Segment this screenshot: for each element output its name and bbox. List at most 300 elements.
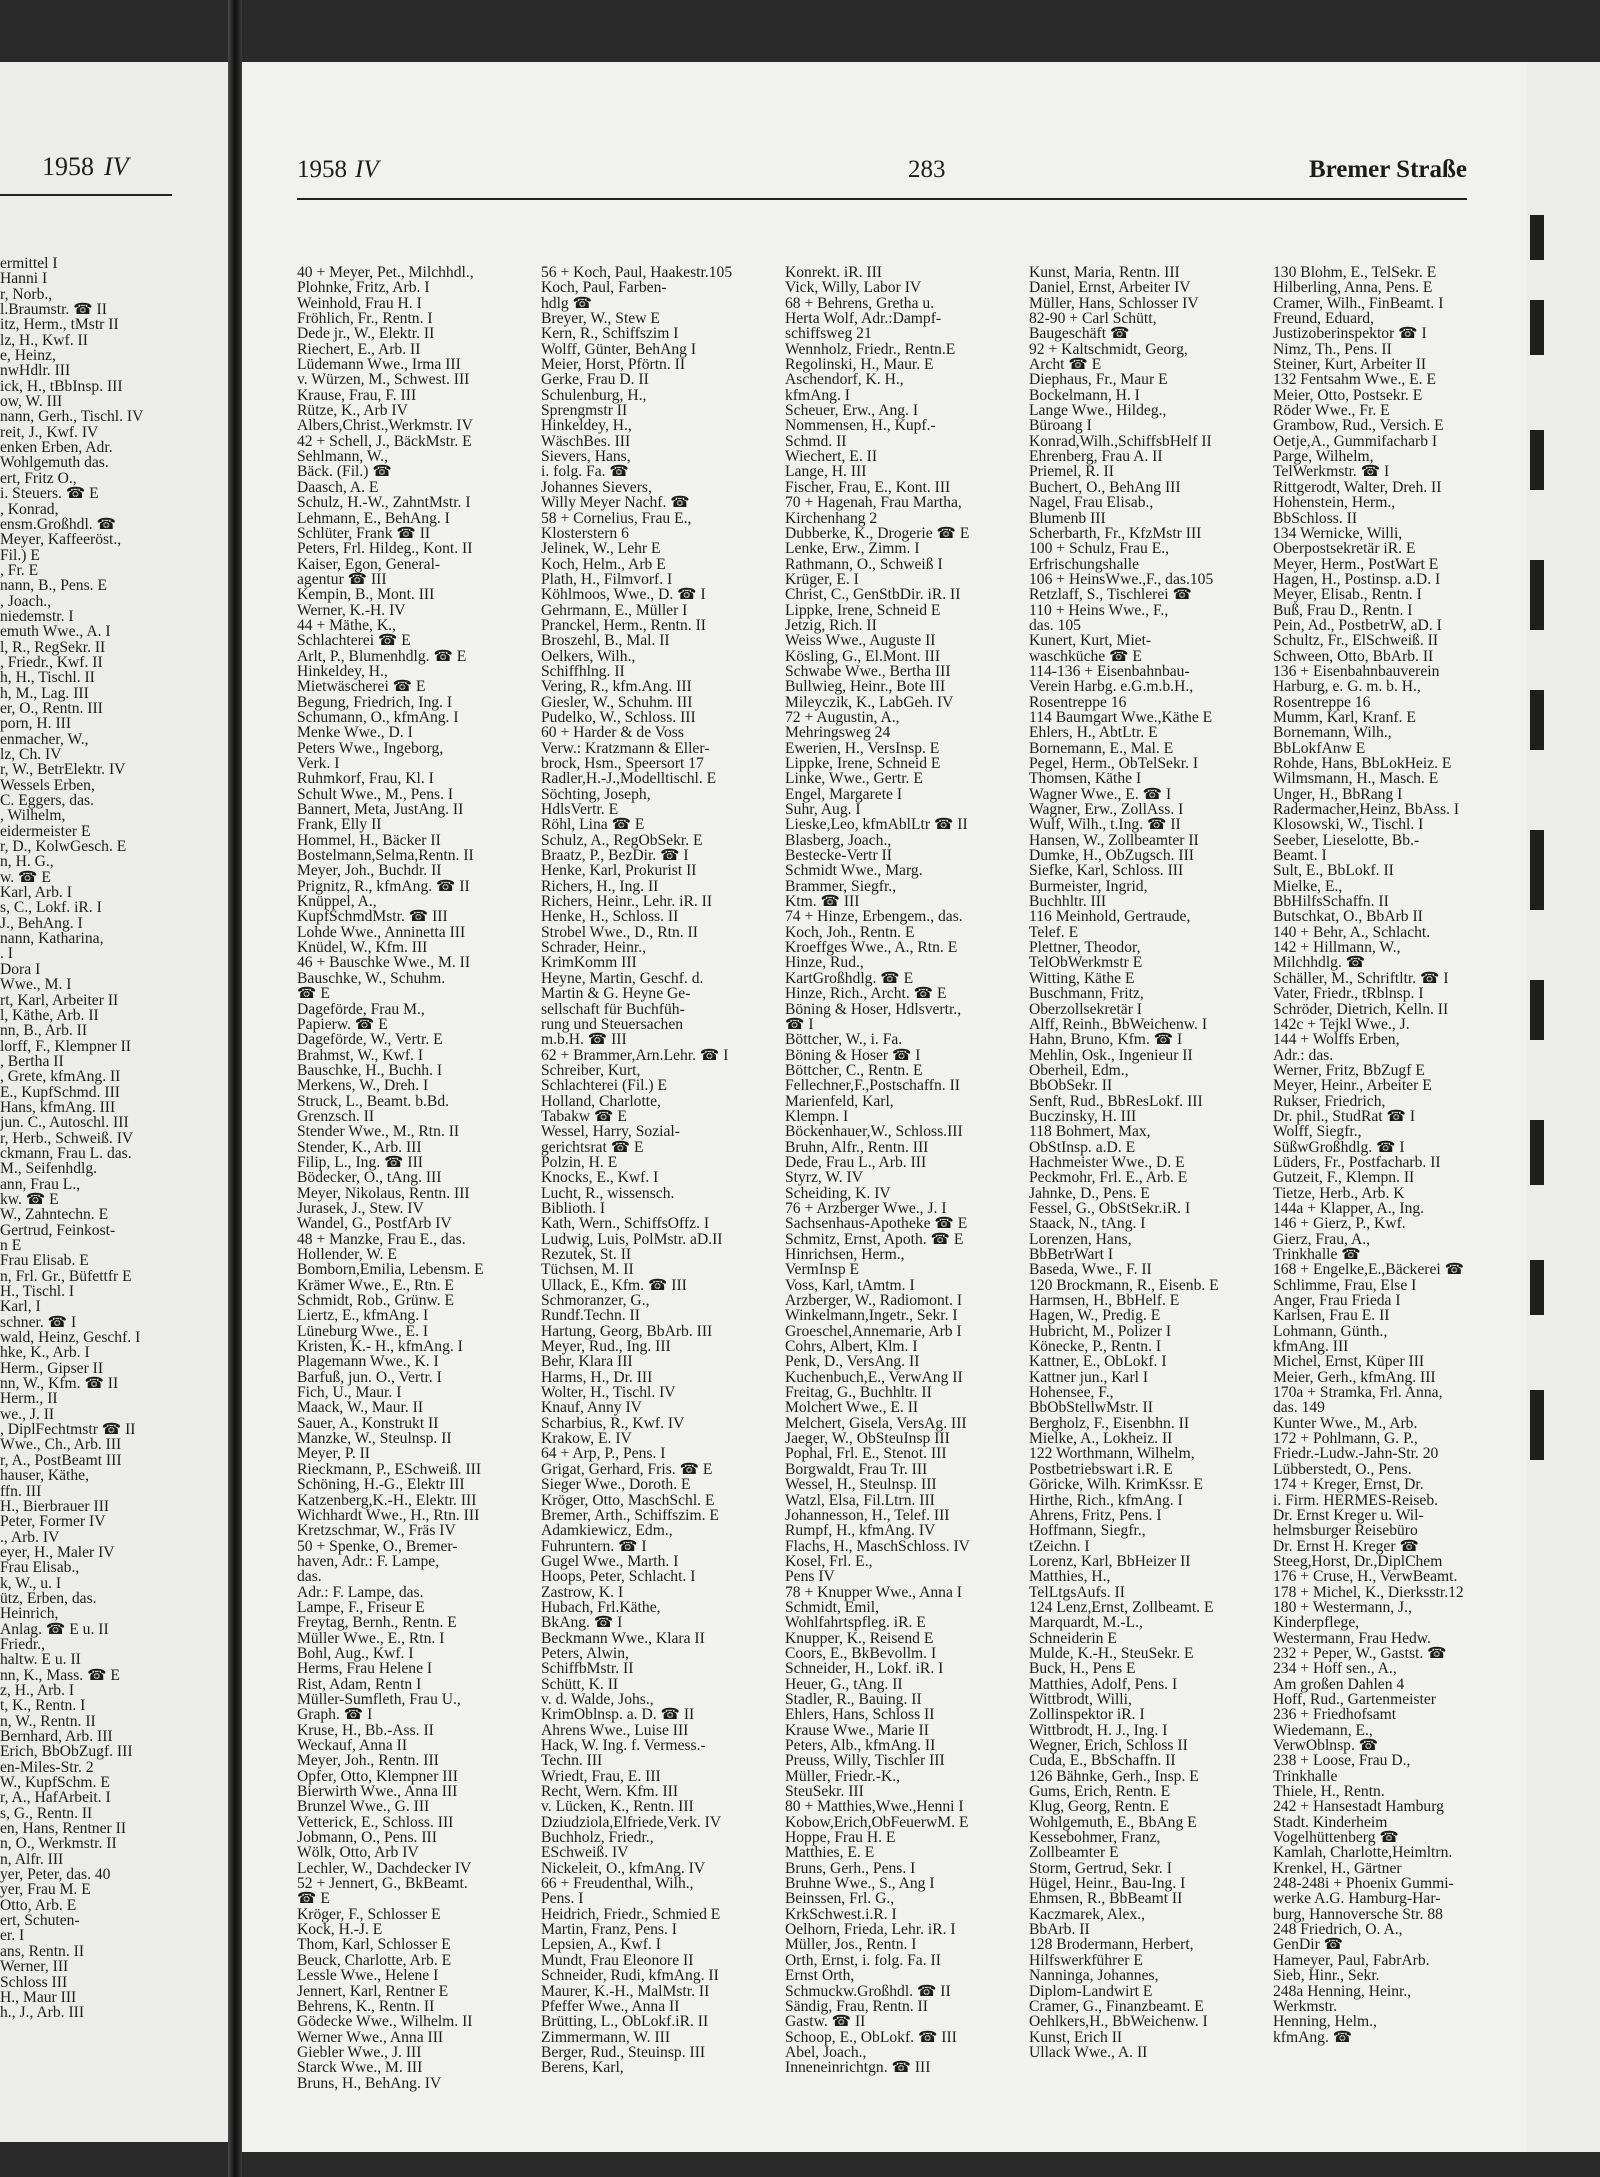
directory-entry: 236 + Friedhofsamt bbox=[1273, 1706, 1397, 1724]
directory-entry: 42 + Schell, J., BäckMstr. E bbox=[297, 432, 472, 450]
directory-entry: H., Bierbrauer III bbox=[0, 1497, 110, 1515]
directory-entry: Schloss III bbox=[0, 1973, 68, 1991]
directory-entry: Schütt, K. II bbox=[541, 1675, 619, 1693]
directory-entry: H., Tischl. I bbox=[0, 1283, 75, 1301]
directory-entry: Thomsen, Käthe I bbox=[1029, 770, 1142, 788]
directory-entry: Gödecke Wwe., Wilhelm. II bbox=[297, 2013, 473, 2031]
directory-entry: Breyer, W., Stew E bbox=[541, 310, 660, 328]
directory-entry: 64 + Arp, P., Pens. I bbox=[541, 1445, 666, 1463]
directory-entry: Beuck, Charlotte, Arb. E bbox=[297, 1951, 452, 1969]
directory-entry: Sieb, Hinr., Sekr. bbox=[1273, 1967, 1380, 1985]
page-header bbox=[297, 156, 1467, 188]
directory-entry: Göricke, Wilh. KrimKssr. E bbox=[1029, 1476, 1204, 1494]
directory-entry: niedemstr. I bbox=[0, 607, 74, 625]
directory-entry: M., Seifenhdlg. bbox=[0, 1160, 98, 1178]
directory-entry: Wolter, H., Tischl. IV bbox=[541, 1384, 676, 1402]
directory-entry: TelObWerkmstr E bbox=[1029, 954, 1143, 972]
directory-entry: ow, W. III bbox=[0, 393, 63, 411]
directory-entry: Molchert Wwe., E. II bbox=[785, 1399, 919, 1417]
directory-entry: n, Alfr. III bbox=[0, 1850, 64, 1868]
directory-entry: Bohl, Aug., Kwf. I bbox=[297, 1644, 414, 1662]
directory-entry: Steiner, Kurt, Arbeiter II bbox=[1273, 356, 1427, 374]
directory-entry: r, A., HafArbeit. I bbox=[0, 1789, 111, 1807]
directory-entry: Steeg,Horst, Dr.,DiplChem bbox=[1273, 1552, 1443, 1570]
left-page-header bbox=[42, 152, 129, 182]
directory-entry: Bostelmann,Selma,Rentn. II bbox=[297, 847, 474, 865]
directory-entry: n, Frl. Gr., Büfettfr E bbox=[0, 1267, 132, 1285]
directory-entry: das. bbox=[297, 1568, 322, 1586]
directory-entry: , Bertha II bbox=[0, 1052, 64, 1070]
directory-entry: Schlüter, Frank ☎ II bbox=[297, 524, 431, 542]
header-volume: IV bbox=[355, 156, 379, 183]
directory-entry: Rosentreppe 16 bbox=[1273, 693, 1371, 711]
directory-entry: Fuhruntern. ☎ I bbox=[541, 1537, 647, 1555]
directory-entry: Schreiber, Kurt, bbox=[541, 1061, 641, 1079]
directory-entry: Richers, H., Ing. II bbox=[541, 877, 659, 895]
directory-entry: 172 + Pohlmann, G. P., bbox=[1273, 1430, 1418, 1448]
directory-entry: Fischer, Frau, E., Kont. III bbox=[785, 478, 951, 496]
directory-entry: Bullwieg, Heinr., Bote III bbox=[785, 678, 946, 696]
directory-entry: Bannert, Meta, JustAng. II bbox=[297, 801, 464, 819]
directory-entry: Herta Wolf, Adr.:Dampf- bbox=[785, 310, 942, 328]
directory-entry: Meyer, Nikolaus, Rentn. III bbox=[297, 1184, 470, 1202]
directory-entry: Wölk, Otto, Arb IV bbox=[297, 1844, 419, 1862]
directory-entry: s, G., Rentn. II bbox=[0, 1804, 93, 1822]
directory-entry: lz, Ch. IV bbox=[0, 746, 62, 763]
directory-entry: Büroang I bbox=[1029, 417, 1092, 435]
directory-entry: Harms, H., Dr. III bbox=[541, 1368, 653, 1386]
directory-entry: 80 + Matthies,Wwe.,Henni I bbox=[785, 1798, 964, 1816]
directory-entry: 122 Worthmann, Wilhelm, bbox=[1029, 1445, 1195, 1463]
directory-entry: Bestecke-Vertr II bbox=[785, 847, 892, 865]
directory-entry: Techn. III bbox=[541, 1752, 603, 1770]
directory-entry: Vering, R., kfm.Ang. III bbox=[541, 678, 692, 696]
directory-entry: Schneider, H., Lokf. iR. I bbox=[785, 1660, 944, 1678]
directory-entry: Marienfeld, Karl, bbox=[785, 1092, 894, 1110]
directory-entry: H., Maur III bbox=[0, 1988, 77, 2006]
directory-entry: Ludwig, Luis, PolMstr. aD.II bbox=[541, 1230, 723, 1248]
directory-entry: Dora I bbox=[0, 960, 41, 978]
directory-entry: Buck, H., Pens E bbox=[1029, 1660, 1136, 1678]
directory-entry: KrimKomm III bbox=[541, 954, 637, 972]
directory-entry: Hack, W. Ing. f. Vermess.- bbox=[541, 1737, 706, 1754]
directory-entry: Jurasek, J., Stew. IV bbox=[297, 1199, 424, 1217]
directory-entry: ick, H., tBbInsp. III bbox=[0, 377, 123, 395]
directory-entry: 116 Meinhold, Gertraude, bbox=[1029, 908, 1191, 926]
directory-entry: Hommel, H., Bäcker II bbox=[297, 831, 441, 849]
directory-entry: 48 + Manzke, Frau E., das. bbox=[297, 1230, 466, 1248]
directory-entry: Butschkat, O., BbArb II bbox=[1273, 908, 1423, 926]
directory-entry: Lüders, Fr., Postfacharb. II bbox=[1273, 1153, 1441, 1171]
directory-entry: Lenke, Erw., Zimm. I bbox=[785, 540, 920, 558]
directory-entry: Karl, I bbox=[0, 1298, 41, 1316]
directory-entry: ans, Rentn. II bbox=[0, 1942, 85, 1960]
directory-entry: Menke Wwe., D. I bbox=[297, 724, 413, 742]
directory-entry: Nagel, Frau Elisab., bbox=[1029, 494, 1154, 512]
directory-entry: C. Eggers, das. bbox=[0, 792, 94, 810]
directory-entry: Böning & Hoser, Hdlsvertr., bbox=[785, 1000, 962, 1018]
directory-entry: 170a + Stramka, Frl. Anna, bbox=[1273, 1384, 1443, 1402]
directory-entry: BbBetrWart I bbox=[1029, 1246, 1114, 1263]
directory-entry: Hoppe, Frau H. E bbox=[785, 1829, 896, 1847]
directory-entry: Kosel, Frl. E., bbox=[785, 1552, 873, 1570]
directory-entry: Jennert, Karl, Rentner E bbox=[297, 1982, 449, 2000]
directory-entry: 52 + Jennert, G., BkBeamt. bbox=[297, 1875, 468, 1893]
left-header-volume: IV bbox=[104, 152, 129, 181]
directory-entry: Gugel Wwe., Marth. I bbox=[541, 1552, 679, 1570]
directory-entry: Plohnke, Fritz, Arb. I bbox=[297, 279, 430, 297]
directory-entry: VermInsp E bbox=[785, 1261, 860, 1279]
directory-entry: Flachs, H., MaschSchloss. IV bbox=[785, 1537, 970, 1555]
street-title: Bremer Straße bbox=[1308, 156, 1467, 183]
directory-entry: Mielke, A., Lokheiz. II bbox=[1029, 1430, 1173, 1448]
directory-entry: Penk, D., VersAng. II bbox=[785, 1353, 920, 1371]
directory-entry: Albers,Christ.,Werkmstr. IV bbox=[297, 417, 473, 435]
directory-entry: Wandel, G., PostfArb IV bbox=[297, 1215, 452, 1233]
directory-entry: Willy Meyer Nachf. ☎ bbox=[541, 494, 690, 512]
directory-entry: Werkmstr. bbox=[1273, 1997, 1338, 2015]
directory-entry: Richers, Heinr., Lehr. iR. II bbox=[541, 893, 713, 911]
directory-entry: Pophal, Frl. E., Stenot. III bbox=[785, 1445, 947, 1463]
directory-entry: Gertrud, Feinkost- bbox=[0, 1221, 116, 1239]
directory-entry: Hinkeldey, H., bbox=[541, 417, 632, 435]
directory-entry: n, W., Rentn. II bbox=[0, 1712, 96, 1730]
directory-entry: Bierwirth Wwe., Anna III bbox=[297, 1783, 458, 1801]
directory-entry: Nanninga, Johannes, bbox=[1029, 1967, 1159, 1985]
directory-entry: Bruhn, Alfr., Rentn. III bbox=[785, 1138, 929, 1156]
directory-entry: Linke, Wwe., Gertr. E bbox=[785, 770, 923, 788]
directory-entry: Bornemann, Wilh., bbox=[1273, 724, 1392, 742]
directory-entry: BbHilfsSchaffn. II bbox=[1273, 893, 1389, 911]
directory-entry: BbLokfAnw E bbox=[1273, 739, 1366, 757]
directory-entry: Ernst Orth, bbox=[785, 1967, 855, 1985]
directory-entry: BbArb. II bbox=[1029, 1921, 1090, 1939]
directory-entry: Hinze, Rud., bbox=[785, 954, 864, 972]
directory-entry: Wittbrodt, Willi, bbox=[1029, 1690, 1132, 1708]
directory-entry: Fil.) E bbox=[0, 546, 40, 564]
directory-entry: h, M., Lag. III bbox=[0, 684, 89, 702]
directory-entry: Ehlers, H., AbtLtr. E bbox=[1029, 724, 1158, 742]
directory-entry: 136 + Eisenbahnbauverein bbox=[1273, 662, 1440, 680]
directory-entry: Wagner, Erw., ZollAss. I bbox=[1029, 801, 1184, 819]
directory-entry: 146 + Gierz, P., Kwf. bbox=[1273, 1215, 1406, 1233]
directory-entry: , Fr. E bbox=[0, 561, 39, 579]
directory-entry: Könecke, P., Rentn. I bbox=[1029, 1338, 1162, 1356]
directory-entry: Kruse, H., Bb.-Ass. II bbox=[297, 1721, 434, 1739]
directory-entry: Kunst, Maria, Rentn. III bbox=[1029, 265, 1180, 281]
directory-entry: i. Firm. HERMES-Reiseb. bbox=[1273, 1491, 1439, 1509]
book-spine bbox=[228, 0, 242, 2177]
directory-entry: Rittgerodt, Walter, Dreh. II bbox=[1273, 478, 1442, 496]
directory-entry: Baugeschäft ☎ bbox=[1029, 325, 1130, 343]
directory-entry: Plagemann Wwe., K. I bbox=[297, 1353, 439, 1371]
directory-entry: Hubricht, M., Polizer I bbox=[1029, 1322, 1172, 1340]
directory-entry: hdlg ☎ bbox=[541, 294, 593, 312]
directory-entry: Coors, E., BkBevollm. I bbox=[785, 1644, 937, 1662]
directory-column-5 bbox=[1273, 265, 1513, 2152]
directory-entry: Röder Wwe., Fr. E bbox=[1273, 402, 1390, 420]
directory-entry: Friedr., bbox=[0, 1635, 46, 1653]
directory-entry: Schulenburg, H., bbox=[541, 386, 647, 404]
directory-entry: hke, K., Arb. I bbox=[0, 1344, 90, 1362]
directory-entry: Schulz, H.-W., ZahntMstr. I bbox=[297, 494, 471, 512]
directory-entry: Jaeger, W., ObSteuInsp III bbox=[785, 1430, 950, 1448]
directory-entry: Wwe., Ch., Arb. III bbox=[0, 1436, 122, 1454]
directory-entry: schner. ☎ I bbox=[0, 1313, 77, 1331]
directory-entry: jun. C., Autoschl. III bbox=[0, 1114, 129, 1132]
directory-entry: 110 + Heins Wwe., F., bbox=[1029, 601, 1169, 619]
directory-entry: Klosowski, W., Tischl. I bbox=[1273, 816, 1424, 834]
directory-entry: Strobel Wwe., D., Rtn. II bbox=[541, 923, 698, 941]
directory-entry: Zastrow, K. I bbox=[541, 1583, 624, 1601]
thumb-index-mark bbox=[1530, 215, 1544, 260]
directory-entry: Freitag, G., Buchhltr. II bbox=[785, 1384, 932, 1402]
directory-entry: Müller-Sumfleth, Frau U., bbox=[297, 1690, 461, 1708]
directory-entry: BbSchloss. II bbox=[1273, 509, 1358, 527]
directory-entry: Krämer Wwe., E., Rtn. E bbox=[297, 1276, 454, 1294]
directory-entry: Milchhdlg. ☎ bbox=[1273, 954, 1366, 972]
directory-entry: Kattner, E., ObLokf. I bbox=[1029, 1353, 1167, 1371]
directory-entry: Brahmst, W., Kwf. I bbox=[297, 1046, 424, 1064]
directory-entry: Peter, Former IV bbox=[0, 1513, 106, 1531]
directory-entry: Dr. phil., StudRat ☎ I bbox=[1273, 1107, 1416, 1125]
directory-entry: TelLtgsAufs. II bbox=[1029, 1583, 1125, 1601]
directory-entry: 168 + Engelke,E.,Bäckerei ☎ bbox=[1273, 1261, 1465, 1279]
thumb-index-mark bbox=[1530, 430, 1544, 490]
directory-entry: Bruhne Wwe., S., Ang I bbox=[785, 1875, 935, 1893]
directory-entry: itz, Herm., tMstr II bbox=[0, 316, 119, 334]
directory-entry: Karlsen, Frau E. II bbox=[1273, 1307, 1390, 1325]
directory-entry: Tabakw ☎ E bbox=[541, 1107, 627, 1125]
directory-entry: Hinrichsen, Herm., bbox=[785, 1246, 905, 1263]
directory-entry: Papierw. ☎ E bbox=[297, 1015, 388, 1033]
directory-entry: Heyne, Martin, Geschf. d. bbox=[541, 969, 704, 987]
directory-entry: Regolinski, H., Maur. E bbox=[785, 356, 934, 374]
right-margin bbox=[1527, 62, 1600, 2152]
directory-entry: Meier, Gerh., kfmAng. III bbox=[1273, 1368, 1436, 1386]
directory-entry: Scherbarth, Fr., KfzMstr III bbox=[1029, 524, 1202, 542]
directory-entry: Abel, Joach., bbox=[785, 2043, 867, 2061]
directory-entry: Cramer, Wilh., FinBeamt. I bbox=[1273, 294, 1444, 312]
directory-entry: 114-136 + Eisenbahnbau- bbox=[1029, 662, 1190, 680]
directory-entry: Schlimme, Frau, Else I bbox=[1273, 1276, 1417, 1294]
directory-entry: Krause Wwe., Marie II bbox=[785, 1721, 929, 1739]
directory-entry: z, H., Arb. I bbox=[0, 1681, 75, 1699]
directory-entry: Buß, Frau D., Rentn. I bbox=[1273, 601, 1413, 619]
directory-entry: Konrad,Wilh.,SchiffsbHelf II bbox=[1029, 432, 1212, 450]
directory-entry: 144a + Klapper, A., Ing. bbox=[1273, 1199, 1425, 1217]
directory-entry: nn, W., Kfm. ☎ II bbox=[0, 1375, 119, 1393]
directory-entry: Preuss, Willy, Tischler III bbox=[785, 1752, 945, 1770]
directory-entry: Plettner, Theodor, bbox=[1029, 939, 1141, 957]
directory-entry: Maurer, K.-H., MalMstr. II bbox=[541, 1982, 710, 2000]
directory-entry: Hahn, Bruno, Kfm. ☎ I bbox=[1029, 1031, 1183, 1049]
directory-entry: Mietwäscherei ☎ E bbox=[297, 678, 426, 696]
directory-entry: Kock, H.-J. E bbox=[297, 1921, 383, 1939]
directory-entry: Dr. Ernst Kreger u. Wil- bbox=[1273, 1506, 1424, 1524]
directory-entry: er. I bbox=[0, 1927, 25, 1945]
directory-entry: Hachmeister Wwe., D. E bbox=[1029, 1153, 1185, 1171]
directory-entry: SchiffbMstr. II bbox=[541, 1660, 634, 1678]
directory-entry: kfmAng. I bbox=[785, 386, 850, 404]
directory-entry: Burmeister, Ingrid, bbox=[1029, 877, 1148, 895]
directory-entry: nann, B., Pens. E bbox=[0, 577, 107, 595]
thumb-index-mark bbox=[1530, 300, 1544, 355]
directory-entry: Schmidt Wwe., Marg. bbox=[785, 862, 923, 880]
directory-entry: Friedr.-Ludw.-Jahn-Str. 20 bbox=[1273, 1445, 1439, 1463]
directory-entry: Hartung, Georg, BbArb. III bbox=[541, 1322, 713, 1340]
directory-entry: 56 + Koch, Paul, Haakestr.105 bbox=[541, 265, 733, 281]
directory-entry: yer, Frau M. E bbox=[0, 1881, 91, 1899]
directory-entry: Brammer, Siegfr., bbox=[785, 877, 897, 895]
directory-entry: Gastw. ☎ II bbox=[785, 2013, 866, 2031]
directory-entry: Lüneburg Wwe., E. I bbox=[297, 1322, 429, 1340]
directory-entry: Hansen, W., Zollbeamter II bbox=[1029, 831, 1199, 849]
directory-entry: nwHdlr. III bbox=[0, 362, 71, 380]
directory-entry: Oberheil, Edm., bbox=[1029, 1061, 1129, 1079]
directory-entry: Diplom-Landwirt E bbox=[1029, 1982, 1153, 2000]
directory-entry: Mulde, K.-H., SteuSekr. E bbox=[1029, 1644, 1194, 1662]
directory-entry: Daniel, Ernst, Arbeiter IV bbox=[1029, 279, 1191, 297]
directory-entry: Opfer, Otto, Klempner III bbox=[297, 1767, 458, 1785]
directory-entry: Schmidt, Emil, bbox=[785, 1598, 879, 1616]
directory-entry: 92 + Kaltschmidt, Georg, bbox=[1029, 340, 1188, 358]
directory-entry: KupfSchmdMstr. ☎ III bbox=[297, 908, 448, 926]
directory-entry: Michel, Ernst, Küper III bbox=[1273, 1353, 1425, 1371]
directory-entry: Peters, Frl. Hildeg., Kont. II bbox=[297, 540, 473, 558]
directory-entry: 130 Blohm, E., TelSekr. E bbox=[1273, 265, 1437, 281]
directory-entry: Cohrs, Albert, Klm. I bbox=[785, 1338, 918, 1356]
directory-entry: Adr.: F. Lampe, das. bbox=[297, 1583, 424, 1601]
directory-entry: Brütting, L., ObLokf.iR. II bbox=[541, 2013, 709, 2031]
directory-entry: Giebler Wwe., J. III bbox=[297, 2043, 422, 2061]
directory-entry: ütz, Erben, das. bbox=[0, 1589, 97, 1607]
directory-entry: Tüchsen, M. II bbox=[541, 1261, 634, 1279]
directory-entry: Grenzsch. II bbox=[297, 1107, 375, 1125]
directory-entry: Grambow, Rud., Versich. E bbox=[1273, 417, 1444, 435]
directory-entry: Johannes Sievers, bbox=[541, 478, 652, 496]
directory-entry: Hoops, Peter, Schlacht. I bbox=[541, 1568, 696, 1586]
directory-entry: Justizoberinspektor ☎ I bbox=[1273, 325, 1427, 343]
directory-entry: HdlsVertr. E bbox=[541, 801, 619, 819]
directory-entry: Pens IV bbox=[785, 1568, 835, 1586]
directory-entry: Verein Harbg. e.G.m.b.H., bbox=[1029, 678, 1194, 696]
directory-entry: Schöning, H.-G., Elektr III bbox=[297, 1476, 465, 1494]
directory-entry: Köhlmoos, Wwe., D. ☎ I bbox=[541, 586, 706, 604]
directory-entry: Wichhardt Wwe., H., Rtn. III bbox=[297, 1506, 480, 1524]
directory-entry: Dageförde, W., Vertr. E bbox=[297, 1031, 443, 1049]
directory-entry: Herms, Frau Helene I bbox=[297, 1660, 433, 1678]
directory-entry: Kaczmarek, Alex., bbox=[1029, 1905, 1146, 1923]
directory-entry: Groeschel,Annemarie, Arb I bbox=[785, 1322, 962, 1340]
directory-entry: Verk. I bbox=[297, 755, 340, 772]
directory-entry: Heinrich, bbox=[0, 1605, 59, 1623]
directory-entry: Starck Wwe., M. III bbox=[297, 2059, 423, 2077]
directory-entry: Zollinspektor iR. I bbox=[1029, 1706, 1145, 1724]
directory-entry: BbObStellwMstr. II bbox=[1029, 1399, 1153, 1417]
directory-entry: Krüger, E. I bbox=[785, 570, 859, 588]
directory-entry: . I bbox=[0, 945, 13, 963]
directory-entry: Recht, Wern. Kfm. III bbox=[541, 1783, 679, 1801]
directory-entry: 40 + Meyer, Pet., Milchhdl., bbox=[297, 265, 474, 281]
directory-entry: Schiffhlng. II bbox=[541, 662, 625, 680]
directory-entry: Meyer, Joh., Rentn. III bbox=[297, 1752, 439, 1770]
directory-entry: wald, Heinz, Geschf. I bbox=[0, 1329, 141, 1347]
directory-entry: Parge, Wilhelm, bbox=[1273, 448, 1374, 466]
directory-entry: 132 Fentsahm Wwe., E. E bbox=[1273, 371, 1436, 389]
directory-entry: Hohenstein, Herm., bbox=[1273, 494, 1396, 512]
directory-entry: enken Erben, Adr. bbox=[0, 439, 113, 457]
directory-entry: Klosterstern 6 bbox=[541, 524, 629, 542]
directory-entry: KartGroßhdlg. ☎ E bbox=[785, 969, 914, 987]
directory-entry: s, C., Lokf. iR. I bbox=[0, 899, 102, 917]
directory-entry: 144 + Wolffs Erben, bbox=[1273, 1031, 1400, 1049]
directory-entry: Stadler, R., Bauing. II bbox=[785, 1690, 922, 1708]
directory-entry: 248 Friedrich, O. A., bbox=[1273, 1921, 1403, 1939]
directory-entry: Aschendorf, K. H., bbox=[785, 371, 904, 389]
directory-entry: Adamkiewicz, Edm., bbox=[541, 1522, 673, 1540]
directory-entry: n, H. G., bbox=[0, 853, 54, 871]
directory-entry: Priemel, R. II bbox=[1029, 463, 1114, 481]
directory-entry: Stender Wwe., M., Rtn. II bbox=[297, 1123, 460, 1141]
directory-entry: Müller, Hans, Schlosser IV bbox=[1029, 294, 1199, 312]
directory-entry: Ewerien, H., VersInsp. E bbox=[785, 739, 940, 757]
directory-entry: Cramer, G., Finanzbeamt. E bbox=[1029, 1997, 1204, 2015]
directory-entry: Sievers, Hans, bbox=[541, 448, 631, 466]
directory-entry: 68 + Behrens, Gretha u. bbox=[785, 294, 935, 312]
directory-entry: Rukser, Friedrich, bbox=[1273, 1092, 1386, 1110]
directory-entry: en, Hans, Rentner II bbox=[0, 1820, 127, 1838]
directory-entry: w. ☎ E bbox=[0, 868, 51, 886]
directory-entry: Berens, Karl, bbox=[541, 2059, 624, 2077]
directory-entry: 100 + Schulz, Frau E., bbox=[1029, 540, 1170, 558]
directory-entry: 174 + Kreger, Ernst, Dr. bbox=[1273, 1476, 1424, 1494]
directory-entry: m.b.H. ☎ III bbox=[541, 1031, 627, 1049]
directory-entry: Knüppel, A., bbox=[297, 893, 377, 911]
directory-entry: Sauer, A., Konstrukt II bbox=[297, 1414, 439, 1432]
directory-entry: Erich, BbObZugf. III bbox=[0, 1743, 133, 1761]
directory-entry: ObStInsp. a.D. E bbox=[1029, 1138, 1136, 1156]
directory-entry: ESchweiß. IV bbox=[541, 1844, 629, 1862]
directory-entry: Vick, Willy, Labor IV bbox=[785, 279, 922, 297]
directory-entry: Watzl, Elsa, Fil.Ltrn. III bbox=[785, 1491, 935, 1509]
directory-entry: 124 Lenz,Ernst, Zollbeamt. E bbox=[1029, 1598, 1214, 1616]
directory-entry: Knocks, E., Kwf. I bbox=[541, 1169, 659, 1187]
directory-entry: Wohlgemuth, E., BbAng E bbox=[1029, 1813, 1197, 1831]
directory-entry: schiffsweg 21 bbox=[785, 325, 872, 343]
directory-entry: h, H., Tischl. II bbox=[0, 669, 95, 687]
directory-entry: Schulz, A., RegObSekr. E bbox=[541, 831, 703, 849]
directory-entry: Harburg, e. G. m. b. H., bbox=[1273, 678, 1421, 696]
directory-entry: das. 105 bbox=[1029, 616, 1081, 634]
thumb-index-mark bbox=[1530, 1260, 1544, 1315]
directory-entry: 232 + Peper, W., Gastst. ☎ bbox=[1273, 1644, 1447, 1662]
directory-entry: Söchting, Joseph, bbox=[541, 785, 651, 803]
directory-entry: ermittel I bbox=[0, 256, 58, 272]
directory-entry: r, W., BetrElektr. IV bbox=[0, 761, 126, 779]
directory-entry: Arlt, P., Blumenhdlg. ☎ E bbox=[297, 647, 467, 665]
directory-entry: Kirchenhang 2 bbox=[785, 509, 878, 527]
directory-entry: Meyer, P. II bbox=[297, 1445, 370, 1463]
directory-entry: Witting, Käthe E bbox=[1029, 969, 1135, 987]
directory-entry: 128 Brodermann, Herbert, bbox=[1029, 1936, 1194, 1954]
directory-entry: Rathmann, O., Schweiß I bbox=[785, 555, 943, 573]
directory-entry: r, Norb., bbox=[0, 285, 53, 303]
directory-entry: 118 Bohmert, Max, bbox=[1029, 1123, 1151, 1141]
directory-entry: Nimz, Th., Pens. II bbox=[1273, 340, 1392, 358]
directory-entry: Schween, Otto, BbArb. II bbox=[1273, 647, 1434, 665]
directory-entry: 180 + Westermann, J., bbox=[1273, 1598, 1412, 1616]
